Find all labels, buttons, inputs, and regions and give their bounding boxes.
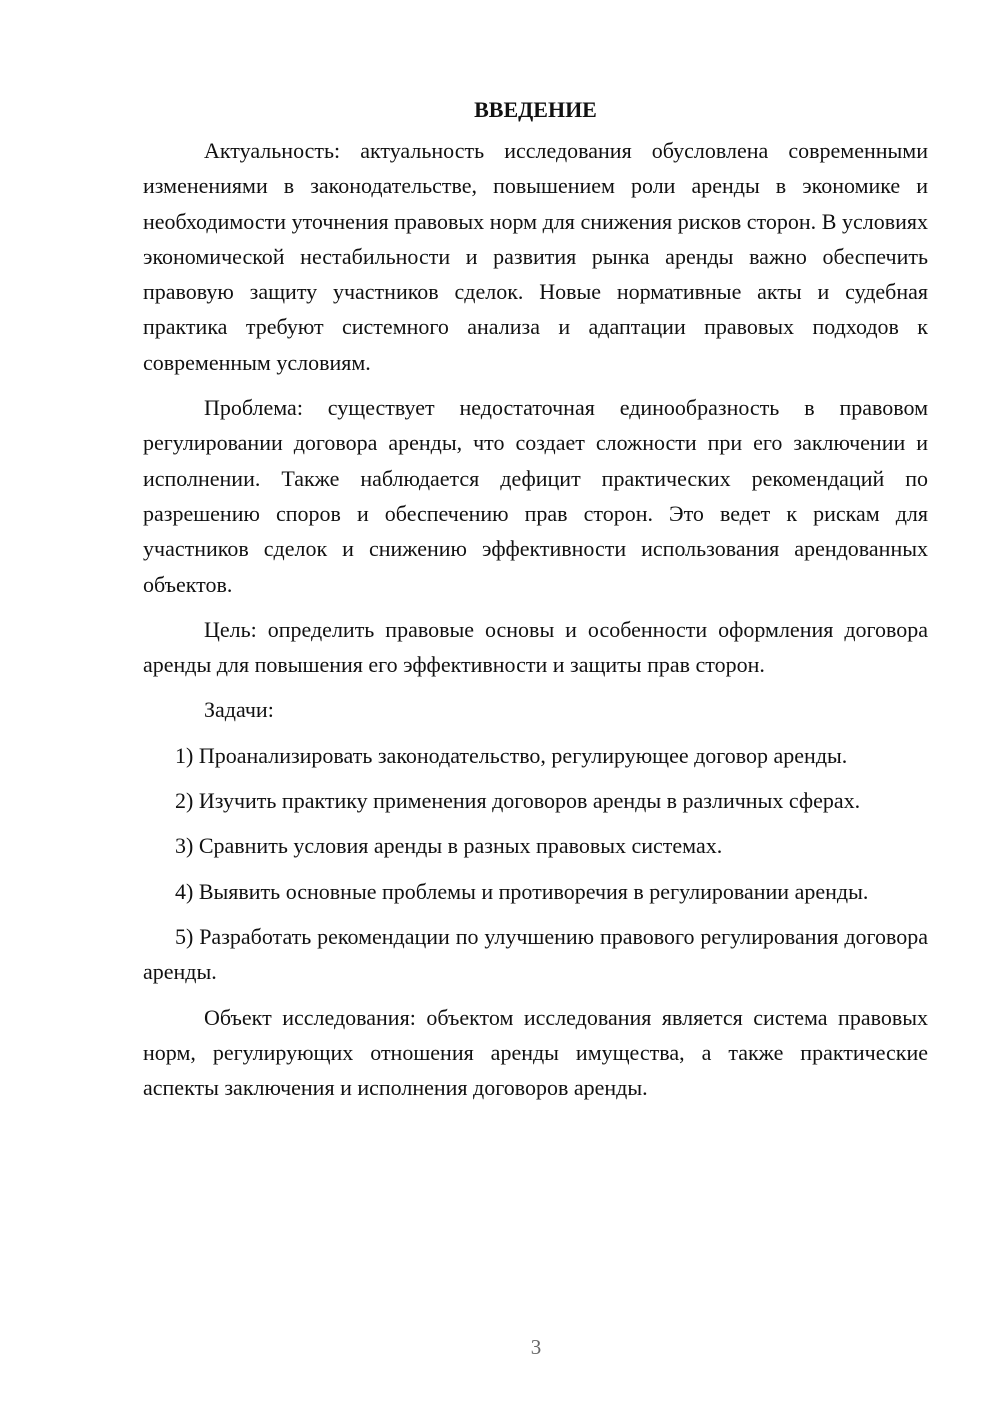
task-item-4: 4) Выявить основные проблемы и противоречия в регулировании аренды. (175, 878, 869, 904)
task-item-2: 2) Изучить практику применения договоров аренды в различных сферах. (175, 788, 861, 814)
tasks-label: Задачи: (204, 697, 274, 723)
task-item-3: 3) Сравнить условия аренды в разных правовых системах. (175, 833, 723, 859)
relevance-paragraph: Актуальность: актуальность исследования обусловлена современными изменениями в законодательстве, повышением роли аренды в экономике и необходимости уточнения правовых норм для снижения рисков сторон. В условиях экономической нестабильности и развития рынка аренды важно обеспечить правовую защиту участников сделок. Новые нормативные акты и судебная практика требуют системного анализа и адаптации правовых подходов к современным условиям. (143, 138, 928, 375)
task-item-1: 1) Проанализировать законодательство, регулирующее договор аренды. (175, 742, 848, 768)
object-paragraph: Объект исследования: объектом исследования является система правовых норм, регулирующих отношения аренды имущества, а также практические аспекты заключения и исполнения договоров аренды. (143, 1004, 928, 1101)
page-number: 3 (530, 1335, 542, 1359)
section-title: ВВЕДЕНИЕ (474, 97, 597, 122)
task-item-5: 5) Разработать рекомендации по улучшению правового регулирования договора аренды. (143, 923, 928, 985)
goal-paragraph: Цель: определить правовые основы и особенности оформления договора аренды для повышения его эффективности и защиты прав сторон. (143, 616, 928, 678)
document-body (143, 92, 928, 1115)
problem-paragraph: Проблема: существует недостаточная единообразность в правовом регулировании договора аренды, что создает сложности при его заключении и исполнении. Также наблюдается дефицит практических рекомендаций по разрешению споров и обеспечению прав сторон. Это ведет к рискам для участников сделок и снижению эффективности использования арендованных объектов. (143, 395, 928, 597)
